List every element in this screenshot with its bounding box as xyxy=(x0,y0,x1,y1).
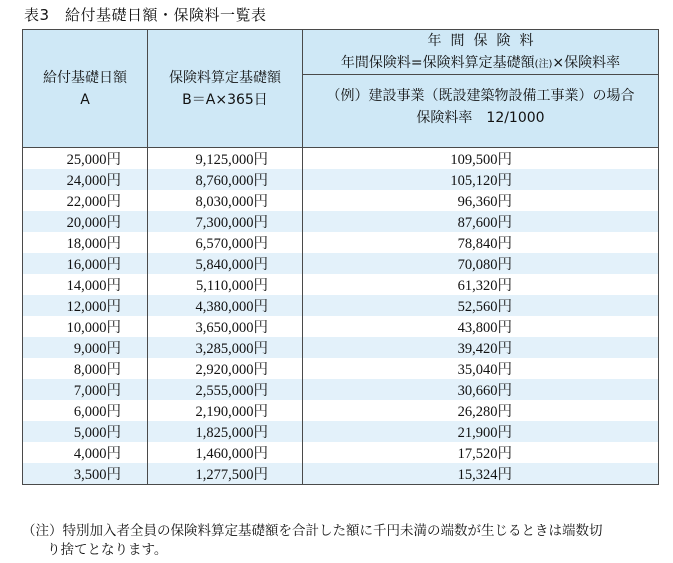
annual-premium-cell: 17,520円 xyxy=(303,442,659,463)
calc-base-cell: 2,920,000円 xyxy=(148,358,303,379)
formula-part-b: ×保険料率 xyxy=(552,55,621,71)
annual-premium-cell: 35,040円 xyxy=(303,358,659,379)
table-row xyxy=(23,169,659,190)
calc-base-cell: 4,380,000円 xyxy=(148,295,303,316)
calc-base-cell: 1,277,500円 xyxy=(148,463,303,485)
annual-premium-cell: 96,360円 xyxy=(303,190,659,211)
calc-base-cell: 3,285,000円 xyxy=(148,337,303,358)
header-annual-premium-title: 年間保険料 xyxy=(427,33,543,49)
annual-premium-cell: 70,080円 xyxy=(303,253,659,274)
table-row xyxy=(23,400,659,421)
daily-amount-cell: 3,500円 xyxy=(23,463,148,485)
annual-premium-cell: 43,800円 xyxy=(303,316,659,337)
table-row xyxy=(23,274,659,295)
footnote xyxy=(22,521,672,559)
annual-premium-cell: 87,600円 xyxy=(303,211,659,232)
calc-base-cell: 6,570,000円 xyxy=(148,232,303,253)
daily-amount-cell: 6,000円 xyxy=(23,400,148,421)
header-annual-premium xyxy=(303,30,659,148)
daily-amount-cell: 25,000円 xyxy=(23,148,148,170)
daily-amount-cell: 20,000円 xyxy=(23,211,148,232)
header-annual-premium-formula xyxy=(303,52,658,76)
header-annual-premium-top xyxy=(303,30,658,75)
header-daily-base-label: 給付基礎日額 xyxy=(43,69,127,86)
table-row xyxy=(23,379,659,400)
header-daily-base xyxy=(23,30,148,148)
daily-amount-cell: 4,000円 xyxy=(23,442,148,463)
daily-amount-cell: 22,000円 xyxy=(23,190,148,211)
annual-premium-cell: 109,500円 xyxy=(303,148,659,170)
daily-amount-cell: 12,000円 xyxy=(23,295,148,316)
annual-premium-cell: 61,320円 xyxy=(303,274,659,295)
table-row xyxy=(23,463,659,485)
table-row xyxy=(23,295,659,316)
daily-amount-cell: 7,000円 xyxy=(23,379,148,400)
table-title: 表3 給付基礎日額・保険料一覧表 xyxy=(24,6,267,24)
calc-base-cell: 1,460,000円 xyxy=(148,442,303,463)
calc-base-cell: 9,125,000円 xyxy=(148,148,303,170)
calc-base-cell: 2,190,000円 xyxy=(148,400,303,421)
table-row xyxy=(23,211,659,232)
annual-premium-cell: 105,120円 xyxy=(303,169,659,190)
annual-premium-cell: 52,560円 xyxy=(303,295,659,316)
annual-premium-cell: 39,420円 xyxy=(303,337,659,358)
table-row xyxy=(23,253,659,274)
table-row xyxy=(23,232,659,253)
footnote-line-1: （注）特別加入者全員の保険料算定基礎額を合計した額に千円未満の端数が生じるときは端数切 xyxy=(22,523,603,538)
calc-base-cell: 1,825,000円 xyxy=(148,421,303,442)
table-row xyxy=(23,148,659,170)
calc-base-cell: 5,110,000円 xyxy=(148,274,303,295)
table-row xyxy=(23,442,659,463)
annual-premium-cell: 21,900円 xyxy=(303,421,659,442)
daily-amount-cell: 16,000円 xyxy=(23,253,148,274)
daily-amount-cell: 24,000円 xyxy=(23,169,148,190)
annual-premium-cell: 15,324円 xyxy=(303,463,659,485)
calc-base-cell: 2,555,000円 xyxy=(148,379,303,400)
annual-premium-cell: 26,280円 xyxy=(303,400,659,421)
example-rate-text: 保険料率 12/1000 xyxy=(416,110,545,126)
header-annual-premium-example xyxy=(303,75,658,147)
table-row xyxy=(23,358,659,379)
calc-base-cell: 5,840,000円 xyxy=(148,253,303,274)
table-row xyxy=(23,190,659,211)
header-calc-base-label: 保険料算定基礎額 xyxy=(169,69,281,86)
table-row xyxy=(23,421,659,442)
header-calc-base-formula: B＝A×365日 xyxy=(182,91,268,108)
daily-amount-cell: 10,000円 xyxy=(23,316,148,337)
calc-base-cell: 8,760,000円 xyxy=(148,169,303,190)
annual-premium-cell: 78,840円 xyxy=(303,232,659,253)
daily-amount-cell: 9,000円 xyxy=(23,337,148,358)
header-calc-base xyxy=(148,30,303,148)
calc-base-cell: 8,030,000円 xyxy=(148,190,303,211)
daily-amount-cell: 5,000円 xyxy=(23,421,148,442)
calc-base-cell: 3,650,000円 xyxy=(148,316,303,337)
premium-table xyxy=(22,29,659,485)
calc-base-cell: 7,300,000円 xyxy=(148,211,303,232)
daily-amount-cell: 8,000円 xyxy=(23,358,148,379)
daily-amount-cell: 18,000円 xyxy=(23,232,148,253)
table-row xyxy=(23,316,659,337)
header-daily-base-symbol: A xyxy=(80,91,90,108)
table-row xyxy=(23,337,659,358)
footnote-line-2: り捨てとなります。 xyxy=(47,542,168,557)
formula-part-a: 年間保険料=保険料算定基礎額 xyxy=(340,55,535,71)
formula-note-marker: (注) xyxy=(534,59,553,70)
daily-amount-cell: 14,000円 xyxy=(23,274,148,295)
annual-premium-cell: 30,660円 xyxy=(303,379,659,400)
example-case-text: （例）建設事業（既設建築物設備工事業）の場合 xyxy=(326,88,635,104)
